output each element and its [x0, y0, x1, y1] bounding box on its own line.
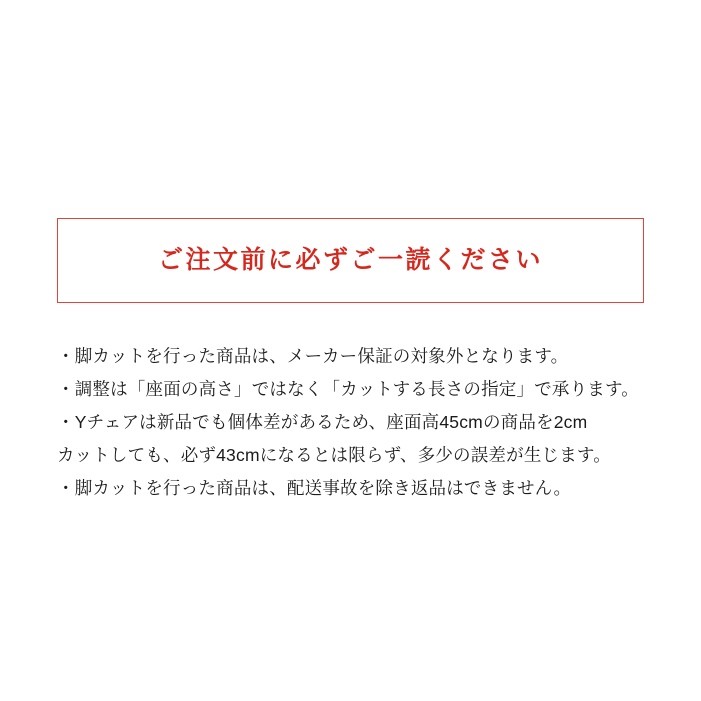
notice-line: ・Yチェアは新品でも個体差があるため、座面高45cmの商品を2cm [57, 412, 588, 432]
notice-title-box [57, 218, 644, 303]
notice-line: カットしても、必ず43cmになるとは限らず、多少の誤差が生じます。 [57, 445, 611, 465]
notice-line: ・調整は「座面の高さ」ではなく「カットする長さの指定」で承ります。 [57, 379, 639, 399]
notice-body [57, 340, 657, 505]
notice-line: ・脚カットを行った商品は、メーカー保証の対象外となります。 [57, 346, 569, 366]
notice-line: ・脚カットを行った商品は、配送事故を除き返品はできません。 [57, 478, 572, 498]
page-title: ご注文前に必ずご一読ください [157, 246, 543, 274]
